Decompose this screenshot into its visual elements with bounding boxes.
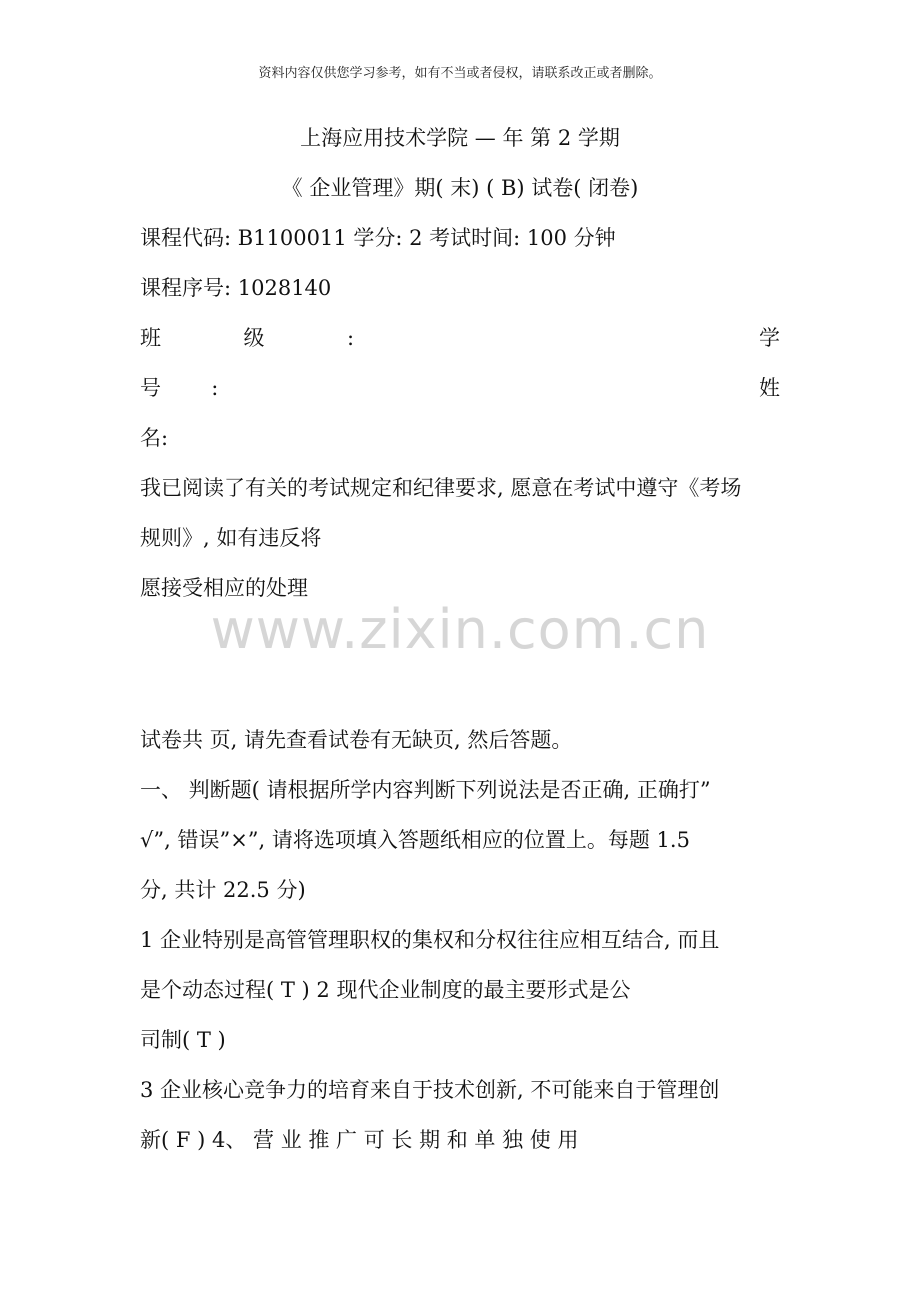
question-3-line-1: 3 企业核心竞争力的培育来自于技术创新, 不可能来自于管理创 xyxy=(140,1078,720,1102)
pledge-line-1: 我已阅读了有关的考试规定和纪律要求, 愿意在考试中遵守《考场 xyxy=(140,476,742,500)
watermark: www.zixin.com.cn xyxy=(210,598,710,661)
section1-heading-2: √”, 错误”×”, 请将选项填入答题纸相应的位置上。每题 1.5 xyxy=(140,828,690,852)
copyright-notice: 资料内容仅供您学习参考，如有不当或者侵权，请联系改正或者删除。 xyxy=(258,66,662,81)
question-1-line-1: 1 企业特别是高管管理职权的集权和分权往往应相互结合, 而且 xyxy=(140,928,720,952)
name-field: 名: xyxy=(140,426,169,450)
student-id-char-2: 号 xyxy=(140,376,161,400)
pledge-line-2: 规则》, 如有违反将 xyxy=(140,526,322,550)
exam-title: 上海应用技术学院 — 年 第 2 学期 xyxy=(300,126,620,150)
exam-subtitle: 《 企业管理》期( 末) ( B) 试卷( 闭卷) xyxy=(281,176,639,200)
student-id-colon: : xyxy=(211,376,219,400)
student-id-row xyxy=(140,374,780,402)
question-1-line-2: 是个动态过程( T ) 2 现代企业制度的最主要形式是公 xyxy=(140,978,631,1002)
pages-instruction: 试卷共 页, 请先查看试卷有无缺页, 然后答题。 xyxy=(140,728,573,752)
class-colon: : xyxy=(346,326,355,350)
course-seq-line: 课程序号: 1028140 xyxy=(140,276,332,300)
class-row xyxy=(140,324,780,352)
question-2-line-2: 司制( T ) xyxy=(140,1028,226,1052)
name-char-1: 姓 xyxy=(758,376,780,400)
section1-heading-1: 一、 判断题( 请根据所学内容判断下列说法是否正确, 正确打” xyxy=(140,778,711,802)
class-char-2: 级 xyxy=(243,326,265,350)
question-3-line-2: 新( F ) 4、 营 业 推 广 可 长 期 和 单 独 使 用 xyxy=(140,1128,579,1152)
student-id-char-1: 学 xyxy=(758,326,780,350)
course-code-line: 课程代码: B1100011 学分: 2 考试时间: 100 分钟 xyxy=(140,226,616,250)
class-char-1: 班 xyxy=(140,326,161,350)
pledge-line-3: 愿接受相应的处理 xyxy=(140,576,308,600)
section1-heading-3: 分, 共计 22.5 分) xyxy=(140,878,306,902)
